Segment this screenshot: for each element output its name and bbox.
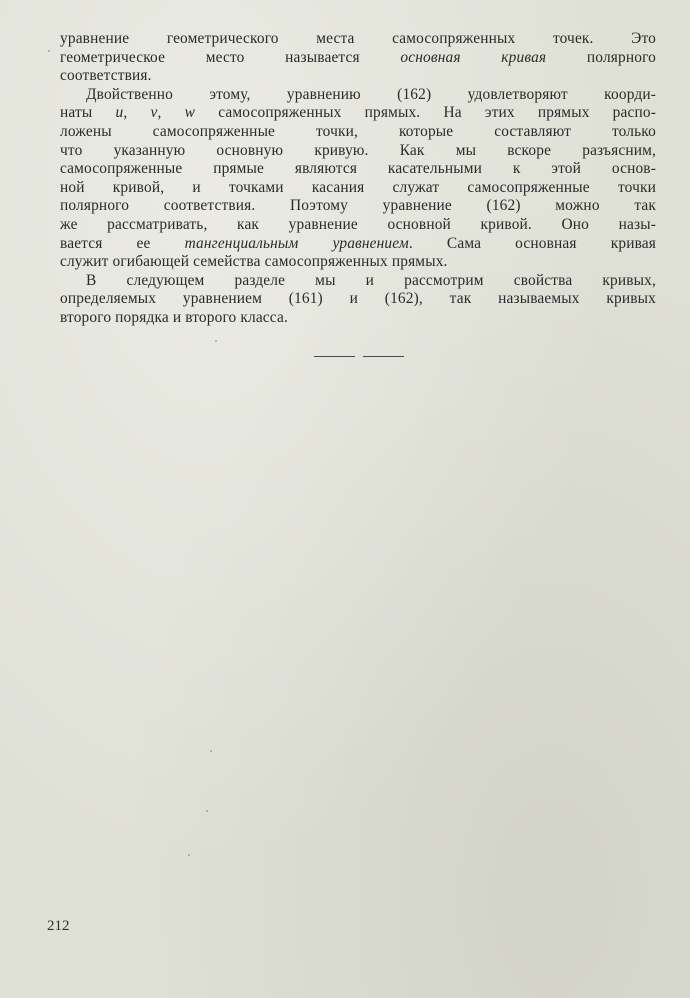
paper-speck — [48, 50, 50, 52]
page-body — [60, 30, 656, 328]
page-number: 212 — [47, 918, 70, 934]
text-line: В следующем разделе мы и рассмотрим свойства кривых, — [86, 271, 656, 289]
text-fragment: полярного — [546, 48, 656, 66]
divider-rule-left — [314, 356, 355, 357]
paper-speck — [206, 810, 208, 812]
text-fragment: вается ее — [60, 234, 185, 252]
term-main-curve: основная кривая — [400, 48, 547, 66]
term-tangential-equation: тангенциальным уравнением — [184, 234, 409, 252]
text-fragment: геометрическое место называется — [60, 48, 401, 66]
text-line: Двойственно этому, уравнению (162) удовлетворяют коорди- — [86, 85, 656, 103]
text-line — [60, 49, 656, 68]
text-line: служит огибающей семейства самосопряженных прямых. — [60, 253, 448, 271]
text-line: полярного соответствия. Поэтому уравнение (162) можно так — [60, 197, 656, 215]
paragraph-2 — [60, 86, 656, 272]
text-line: уравнение геометрического места самосопряженных точек. Это — [60, 30, 656, 47]
section-divider — [314, 356, 404, 358]
paragraph-1 — [60, 30, 656, 86]
text-fragment: . Сама основная кривая — [408, 234, 656, 252]
text-line: определяемых уравнением (161) и (162), так называемых кривых — [60, 290, 656, 308]
paragraph-3 — [60, 272, 656, 328]
text-line: наты u, v, w самосопряженных прямых. На этих прямых распо- — [60, 104, 656, 122]
paper-speck — [210, 750, 212, 752]
text-line: ложены самосопряженные точки, которые составляют только — [60, 122, 656, 140]
text-line: ной кривой, и точками касания служат самосопряженные точки — [60, 178, 656, 196]
text-line — [60, 235, 656, 254]
text-line: что указанную основную кривую. Как мы вскоре разъясним, — [60, 141, 656, 159]
text-line: самосопряженные прямые являются касательными к этой основ- — [60, 160, 656, 178]
paper-speck — [215, 340, 217, 342]
text-line: же рассматривать, как уравнение основной кривой. Оно назы- — [60, 215, 656, 233]
text-line: соответствия. — [60, 67, 152, 85]
divider-rule-right — [363, 356, 404, 357]
paper-speck — [188, 854, 190, 856]
text-line: второго порядка и второго класса. — [60, 308, 288, 326]
